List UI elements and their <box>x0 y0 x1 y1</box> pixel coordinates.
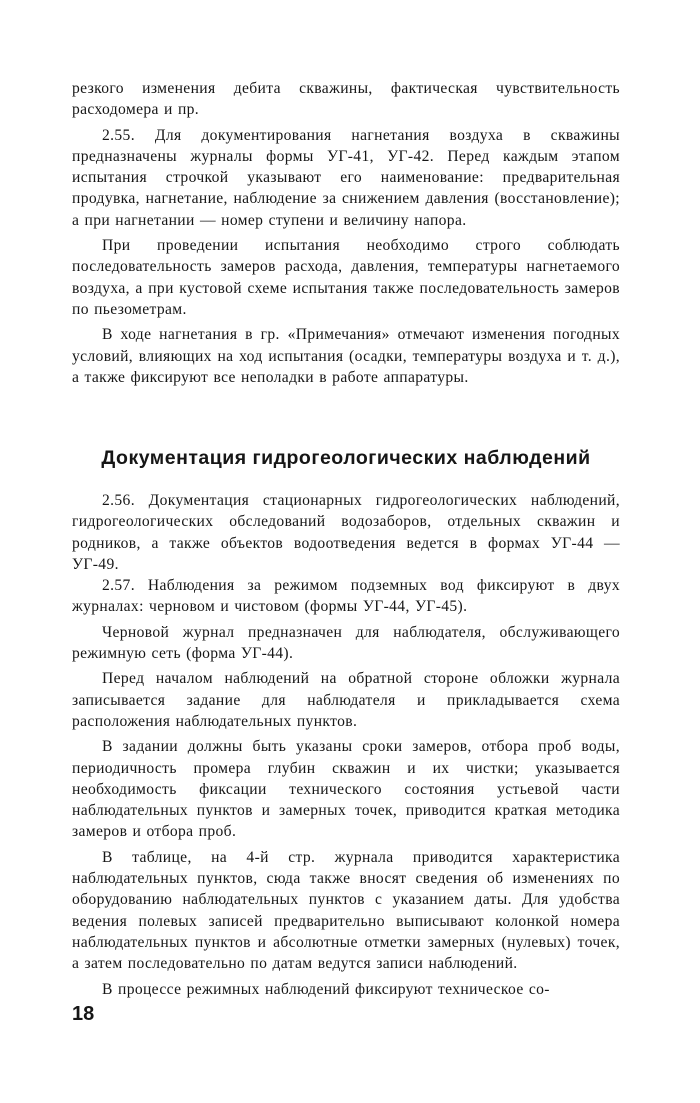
paragraph-task-contents: В задании должны быть указаны сроки замеров, отбора проб воды, периодичность промера глубин скважин и их чистки; указывается необходимость фиксации технического состояния устьевой части наблюдательных пунктов и замерных точек, приводится краткая методика замеров и отбора проб. <box>72 738 620 841</box>
page-number: 18 <box>72 1003 95 1025</box>
text-block-upper <box>72 78 620 388</box>
paragraph-continuation: резкого изменения дебита скважины, фактическая чувствительность расходомера и пр. <box>72 80 620 119</box>
paragraph-test-sequence: При проведении испытания необходимо строго соблюдать последовательность замеров расхода, давления, температуры нагнетаемого воздуха, а при кустовой схеме испытания также последовательность замеров по пьезометрам. <box>72 237 620 318</box>
paragraph-regime-observations: В процессе режимных наблюдений фиксируют техническое со- <box>102 980 550 998</box>
paragraph-remarks: В ходе нагнетания в гр. «Примечания» отмечают изменения погодных условий, влияющих на ход испытания (осадки, температуры воздуха и т. д.), а также фиксируют все неполадки в работе аппаратуры. <box>72 326 620 386</box>
paragraph-2-55: 2.55. Для документирования нагнетания воздуха в скважины предназначены журналы формы УГ-41, УГ-42. Перед каждым этапом испытания строчкой указывают его наименование: предварительная продувка, нагнетание, наблюдение за снижением давления (восстановление); а при нагнетании — номер ступени и величину напора. <box>72 126 620 229</box>
paragraph-2-56: 2.56. Документация стационарных гидрогеологических наблюдений, гидрогеологических обследований водозаборов, отдельных скважин и родников, а также объектов водоотведения ведется в формах УГ-44 — УГ-49. <box>72 492 620 573</box>
paragraph-table-page4: В таблице, на 4-й стр. журнала приводится характеристика наблюдательных пунктов, сюда также вносят сведения об изменениях по оборудованию наблюдательных пунктов с указанием даты. Для удобства ведения полевых записей предварительно выписывают колонкой номера наблюдательных пунктов и абсолютные отметки замерных (нулевых) точек, а затем последовательно по датам ведутся записи наблюдений. <box>72 848 620 973</box>
section-heading: Документация гидрогеологических наблюдений <box>101 447 591 469</box>
paragraph-before-observations: Перед началом наблюдений на обратной стороне обложки журнала записывается задание для наблюдателя и прикладывается схема расположения наблюдательных пунктов. <box>72 670 620 730</box>
text-block-lower <box>72 490 620 1000</box>
paragraph-draft-journal: Черновой журнал предназначен для наблюдателя, обслуживающего режимную сеть (форма УГ-44). <box>72 623 620 663</box>
paragraph-2-57: 2.57. Наблюдения за режимом подземных вод фиксируют в двух журналах: черновом и чистовом (формы УГ-44, УГ-45). <box>72 577 620 616</box>
